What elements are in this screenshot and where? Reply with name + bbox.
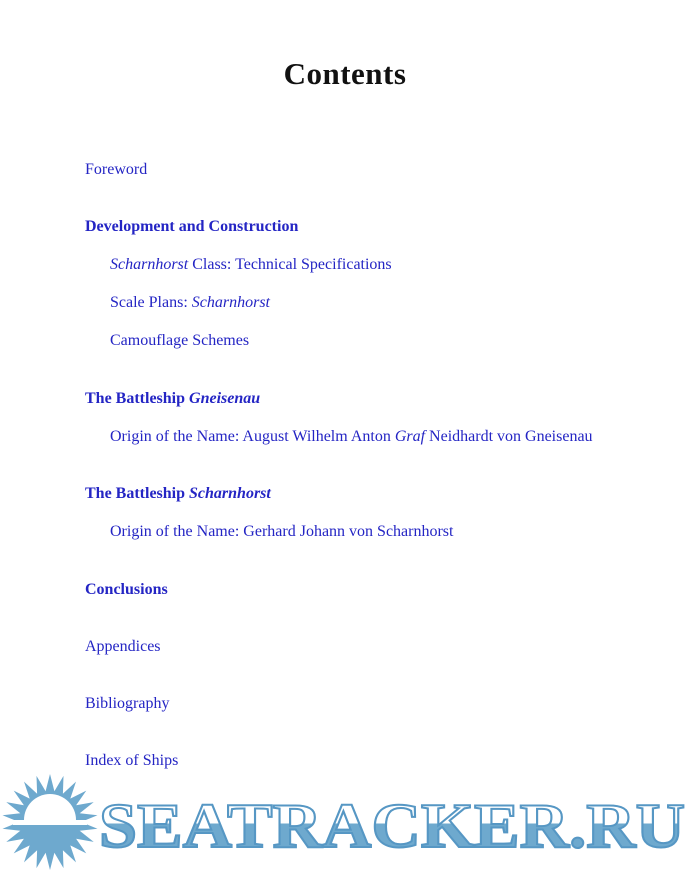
toc-item-text: Graf	[394, 428, 426, 445]
toc-item-text: Index of Ships	[85, 752, 179, 769]
toc-item-the-battleship-scharnhorst[interactable]	[85, 483, 271, 505]
toc-item-conclusions[interactable]	[85, 579, 168, 601]
toc-item-bibliography[interactable]	[85, 693, 169, 715]
page-title: Contents	[283, 56, 407, 91]
toc-item-text: Bibliography	[85, 695, 170, 712]
toc-item-text: Scharnhorst	[110, 256, 189, 273]
toc-item-text: Foreword	[85, 161, 148, 178]
toc-item-text: Origin of the Name: Gerhard Johann von Scharnhorst	[110, 523, 454, 540]
toc-item-origin-of-the-name-gneisenau[interactable]	[110, 426, 593, 448]
toc-item-scale-plans-scharnhorst[interactable]	[110, 292, 270, 314]
toc-item-text: Scharnhorst	[189, 485, 271, 502]
toc-item-text: Scale Plans:	[110, 294, 192, 311]
watermark-text: SEATRACKER.RU	[99, 790, 685, 861]
toc-item-foreword[interactable]	[85, 159, 147, 181]
toc-item-camouflage-schemes[interactable]	[110, 330, 249, 352]
toc-item-development-and-construction[interactable]	[85, 216, 298, 238]
toc-item-index-of-ships[interactable]	[85, 750, 178, 772]
toc-item-text: Gneisenau	[189, 390, 261, 407]
toc-item-text: Appendices	[85, 638, 161, 655]
toc-item-text: Neidhardt von Gneisenau	[425, 428, 593, 445]
toc-item-scharnhorst-class-technical-specifications[interactable]	[110, 254, 392, 276]
toc-item-text: Conclusions	[85, 581, 168, 598]
toc-item-text: Development and Construction	[85, 218, 299, 235]
toc-item-text: Origin of the Name: August Wilhelm Anton	[110, 428, 395, 445]
toc-item-appendices[interactable]	[85, 636, 161, 658]
toc-item-text: The Battleship	[85, 485, 190, 502]
toc-item-text: Scharnhorst	[191, 294, 270, 311]
toc-item-the-battleship-gneisenau[interactable]	[85, 388, 260, 410]
toc-item-text: Class: Technical Specifications	[188, 256, 392, 273]
toc-item-origin-of-the-name-scharnhorst[interactable]	[110, 521, 453, 543]
toc-item-text: Camouflage Schemes	[110, 332, 250, 349]
toc-item-text: The Battleship	[85, 390, 190, 407]
